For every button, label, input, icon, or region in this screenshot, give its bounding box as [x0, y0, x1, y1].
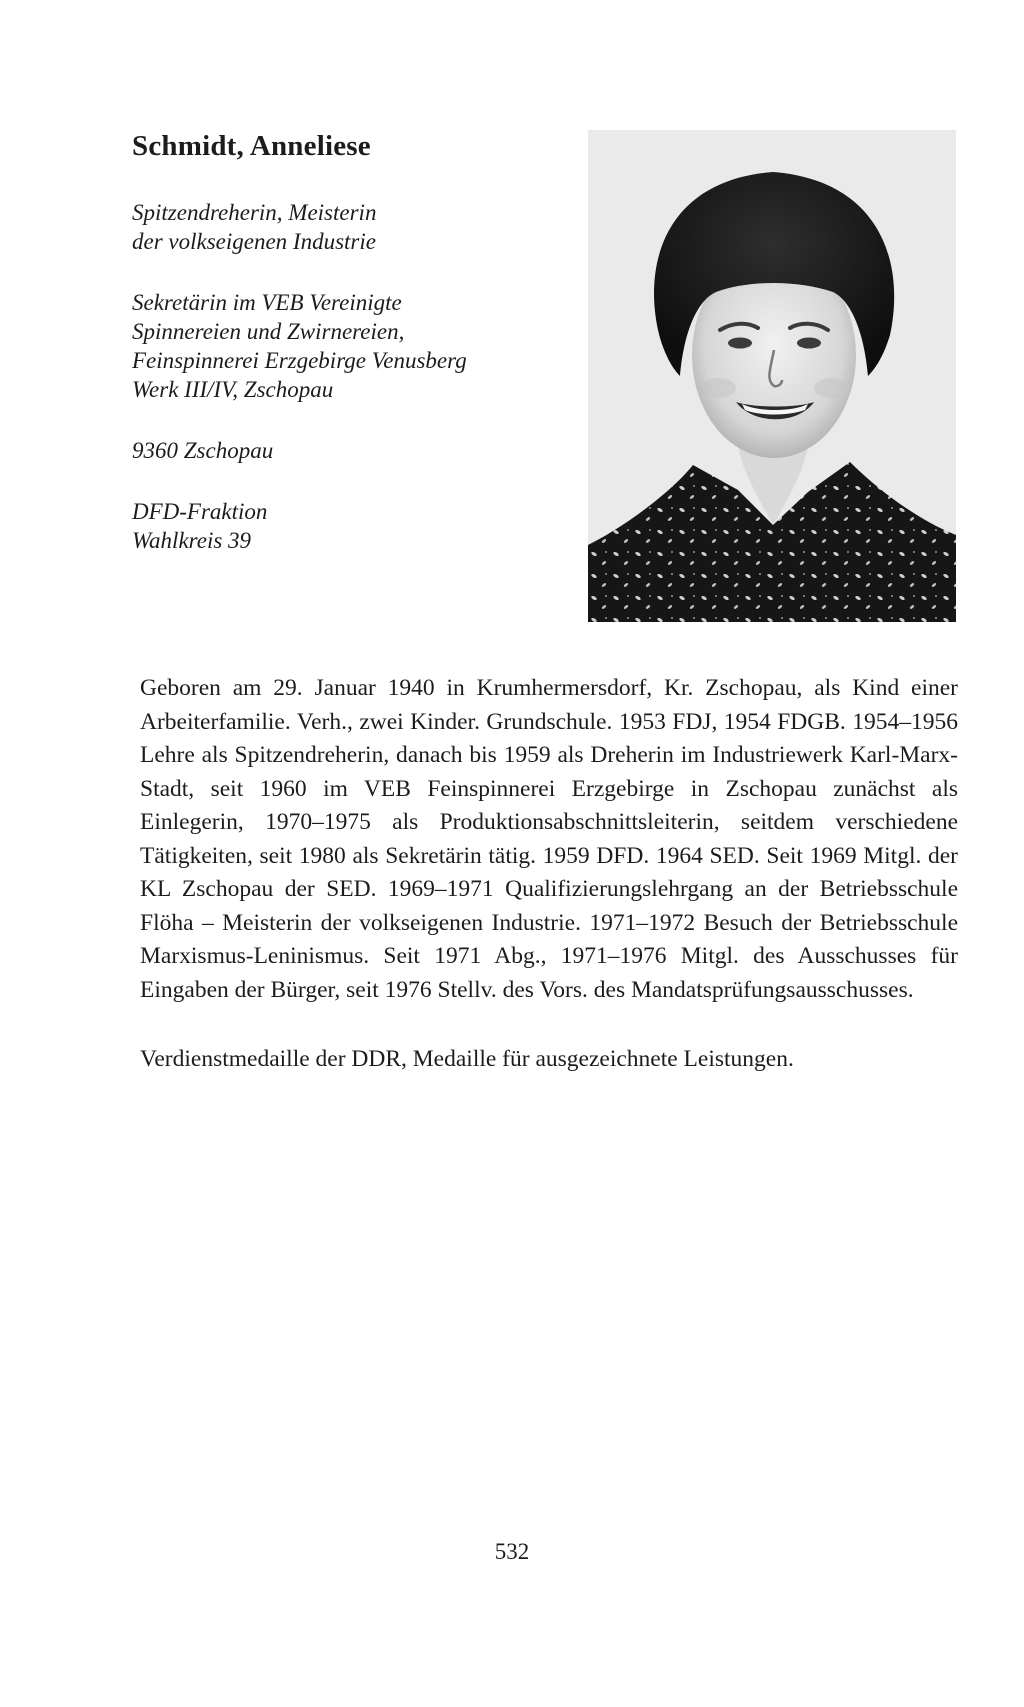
position-line: Feinspinnerei Erzgebirge Venusberg [132, 348, 467, 373]
position-line: Werk III/IV, Zschopau [132, 377, 334, 402]
biography-text [140, 672, 958, 1007]
profession-block [132, 198, 572, 256]
address-line: 9360 Zschopau [132, 438, 274, 463]
biography-paragraph: Geboren am 29. Januar 1940 in Krumhermersdorf, Kr. Zschopau, als Kind einer Arbeiterfamilie. Verh., zwei Kinder. Grundschule. 1953 FDJ, 1954 FDGB. 1954–1956 Lehre als Spitzendreherin, danach bis 1959 als Dreherin im Industriewerk Karl-Marx-Stadt, seit 1960 im VEB Feinspinnerei Erzgebirge in Zschopau zunächst als Einlegerin, 1970–1975 als Produktionsabschnittsleiterin, seitdem verschiedene Tätigkeiten, seit 1980 als Sekretärin tätig. 1959 DFD. 1964 SED. Seit 1969 Mitgl. der KL Zschopau der SED. 1969–1971 Qualifizierungslehrgang an der Betriebsschule Flöha – Meisterin der volkseigenen Industrie. 1971–1972 Besuch der Betriebsschule Marxismus-Leninismus. Seit 1971 Abg., 1971–1976 Mitgl. des Ausschusses für Eingaben der Bürger, seit 1976 Stellv. des Vors. des Mandatsprüfungsausschusses. [140, 675, 958, 1003]
profession-line: der volkseigenen Industrie [132, 229, 376, 254]
page-number: 532 [494, 1539, 530, 1564]
person-name: Schmidt, Anneliese [132, 130, 371, 162]
portrait-photo [588, 130, 956, 622]
parliament-line: DFD-Fraktion [132, 499, 268, 524]
parliament-block [132, 497, 572, 555]
parliament-line: Wahlkreis 39 [132, 528, 252, 553]
person-info [132, 198, 572, 587]
profession-line: Spitzendreherin, Meisterin [132, 200, 377, 225]
honors-text: Verdienstmedaille der DDR, Medaille für ausgezeichnete Leistungen. [140, 1046, 794, 1072]
position-line: Sekretärin im VEB Vereinigte [132, 290, 402, 315]
position-block [132, 288, 572, 404]
portrait-image [588, 130, 956, 622]
position-line: Spinnereien und Zwirnereien, [132, 319, 405, 344]
address-block [132, 436, 572, 465]
